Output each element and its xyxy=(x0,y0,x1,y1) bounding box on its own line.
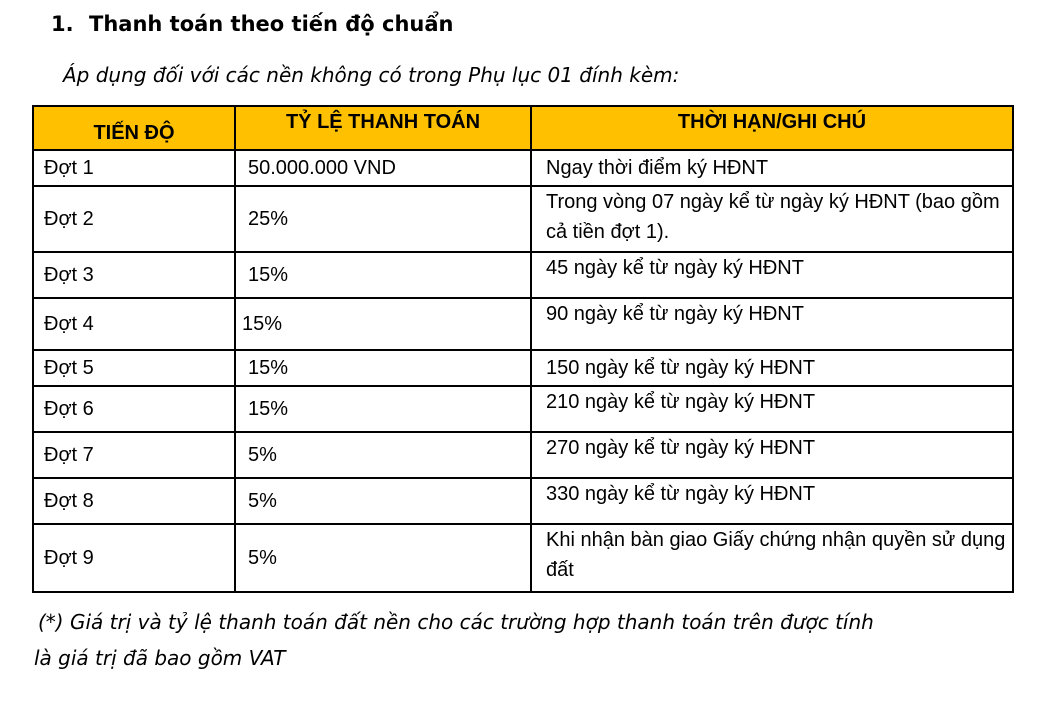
footnote-line-1: (*) Giá trị và tỷ lệ thanh toán đất nền cho các trường hợp thanh toán trên được tính xyxy=(38,610,874,634)
phase-cell: Đợt 8 xyxy=(33,478,235,524)
section-heading xyxy=(51,9,454,39)
footnote-line-2: là giá trị đã bao gồm VAT xyxy=(34,646,286,670)
note-cell: 150 ngày kể từ ngày ký HĐNT xyxy=(531,350,1013,386)
table-header-row xyxy=(33,106,1013,150)
table-row xyxy=(33,478,1013,524)
rate-cell: 15% xyxy=(235,298,531,350)
header-note: THỜI HẠN/GHI CHÚ xyxy=(531,106,1013,150)
header-rate: TỶ LỆ THANH TOÁN xyxy=(235,106,531,150)
table-row xyxy=(33,150,1013,186)
phase-cell: Đợt 1 xyxy=(33,150,235,186)
phase-cell: Đợt 7 xyxy=(33,432,235,478)
footnote xyxy=(34,604,998,676)
phase-cell: Đợt 3 xyxy=(33,252,235,298)
rate-cell: 5% xyxy=(235,478,531,524)
note-cell: Ngay thời điểm ký HĐNT xyxy=(531,150,1013,186)
rate-cell: 50.000.000 VND xyxy=(235,150,531,186)
note-cell: 210 ngày kể từ ngày ký HĐNT xyxy=(531,386,1013,432)
phase-cell: Đợt 5 xyxy=(33,350,235,386)
table-row xyxy=(33,252,1013,298)
note-cell: 45 ngày kể từ ngày ký HĐNT xyxy=(531,252,1013,298)
table-row xyxy=(33,298,1013,350)
phase-cell: Đợt 6 xyxy=(33,386,235,432)
note-cell: 270 ngày kể từ ngày ký HĐNT xyxy=(531,432,1013,478)
note-cell: Trong vòng 07 ngày kể từ ngày ký HĐNT (bao gồm cả tiền đợt 1). xyxy=(531,186,1013,252)
rate-cell: 5% xyxy=(235,432,531,478)
phase-cell: Đợt 2 xyxy=(33,186,235,252)
phase-cell: Đợt 9 xyxy=(33,524,235,592)
payment-schedule-table xyxy=(32,105,1014,593)
table-row xyxy=(33,350,1013,386)
note-cell: 90 ngày kể từ ngày ký HĐNT xyxy=(531,298,1013,350)
table-row xyxy=(33,432,1013,478)
section-number: 1. xyxy=(51,12,74,36)
table-row xyxy=(33,524,1013,592)
header-phase: TIẾN ĐỘ xyxy=(33,106,235,150)
phase-cell: Đợt 4 xyxy=(33,298,235,350)
table-row xyxy=(33,386,1013,432)
section-title: Thanh toán theo tiến độ chuẩn xyxy=(89,12,454,36)
rate-cell: 15% xyxy=(235,386,531,432)
note-cell: Khi nhận bàn giao Giấy chứng nhận quyền sử dụng đất xyxy=(531,524,1013,592)
note-cell: 330 ngày kể từ ngày ký HĐNT xyxy=(531,478,1013,524)
rate-cell: 15% xyxy=(235,252,531,298)
rate-cell: 5% xyxy=(235,524,531,592)
rate-cell: 25% xyxy=(235,186,531,252)
table-row xyxy=(33,186,1013,252)
rate-cell: 15% xyxy=(235,350,531,386)
intro-text: Áp dụng đối với các nền không có trong Phụ lục 01 đính kèm: xyxy=(63,63,680,87)
